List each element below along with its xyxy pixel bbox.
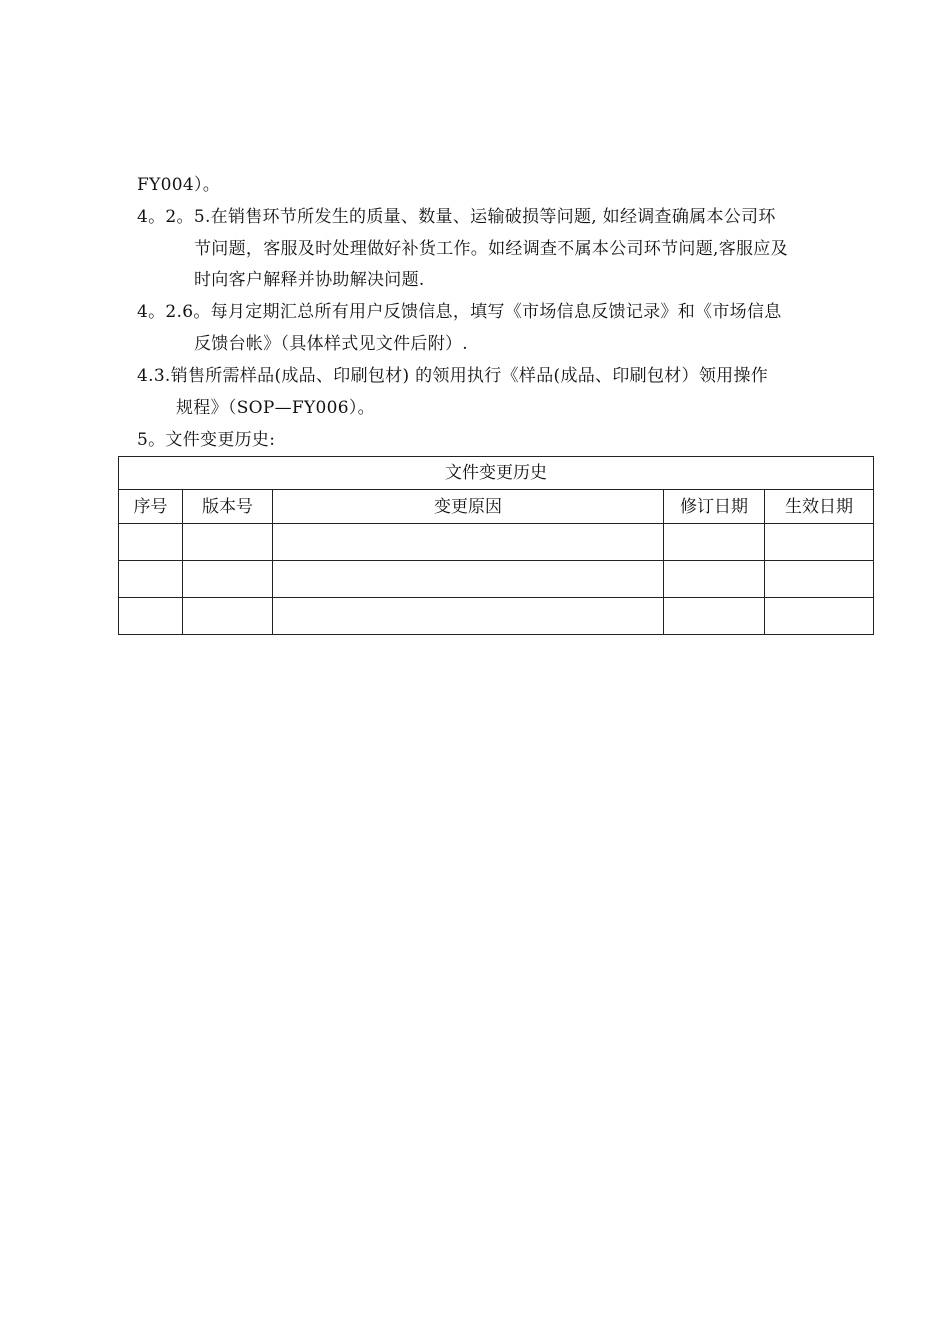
table-row	[119, 598, 874, 635]
table-cell	[765, 524, 874, 561]
table-cell	[765, 598, 874, 635]
table-cell	[273, 598, 664, 635]
table-cell	[183, 598, 273, 635]
table-cell	[664, 561, 765, 598]
table-cell	[664, 598, 765, 635]
table-cell	[119, 561, 183, 598]
header-effective-date: 生效日期	[765, 490, 874, 524]
paragraph-line: 节问题，客服及时处理做好补货工作。如经调查不属本公司环节问题,客服应及	[194, 239, 788, 259]
paragraph-line: 4。2.6。每月定期汇总所有用户反馈信息，填写《市场信息反馈记录》和《市场信息	[137, 302, 782, 322]
table-cell	[765, 561, 874, 598]
paragraph-line: FY004）。	[137, 175, 221, 195]
table-title-row	[119, 457, 874, 490]
table-cell	[183, 561, 273, 598]
table-cell	[664, 524, 765, 561]
paragraph-line: 规程》（SOP—FY006）。	[176, 398, 375, 418]
table-cell	[273, 561, 664, 598]
table-cell	[273, 524, 664, 561]
table-cell	[119, 524, 183, 561]
header-serial-number: 序号	[119, 490, 183, 524]
change-history-table	[118, 456, 874, 635]
header-change-reason: 变更原因	[273, 490, 664, 524]
table-title: 文件变更历史	[119, 457, 874, 490]
table-header-row	[119, 490, 874, 524]
table-cell	[119, 598, 183, 635]
paragraph-line: 4.3.销售所需样品(成品、印刷包材) 的领用执行《样品(成品、印刷包材）领用操作	[137, 366, 769, 386]
header-revision-date: 修订日期	[664, 490, 765, 524]
header-version: 版本号	[183, 490, 273, 524]
paragraph-line: 反馈台帐》（具体样式见文件后附）.	[194, 334, 469, 354]
table-row	[119, 561, 874, 598]
paragraph-line: 时向客户解释并协助解决问题.	[194, 270, 425, 290]
paragraph-line: 4。2。5.在销售环节所发生的质量、数量、运输破损等问题, 如经调查确属本公司环	[137, 207, 776, 227]
table-row	[119, 524, 874, 561]
table-cell	[183, 524, 273, 561]
section-heading: 5。文件变更历史:	[137, 430, 276, 450]
